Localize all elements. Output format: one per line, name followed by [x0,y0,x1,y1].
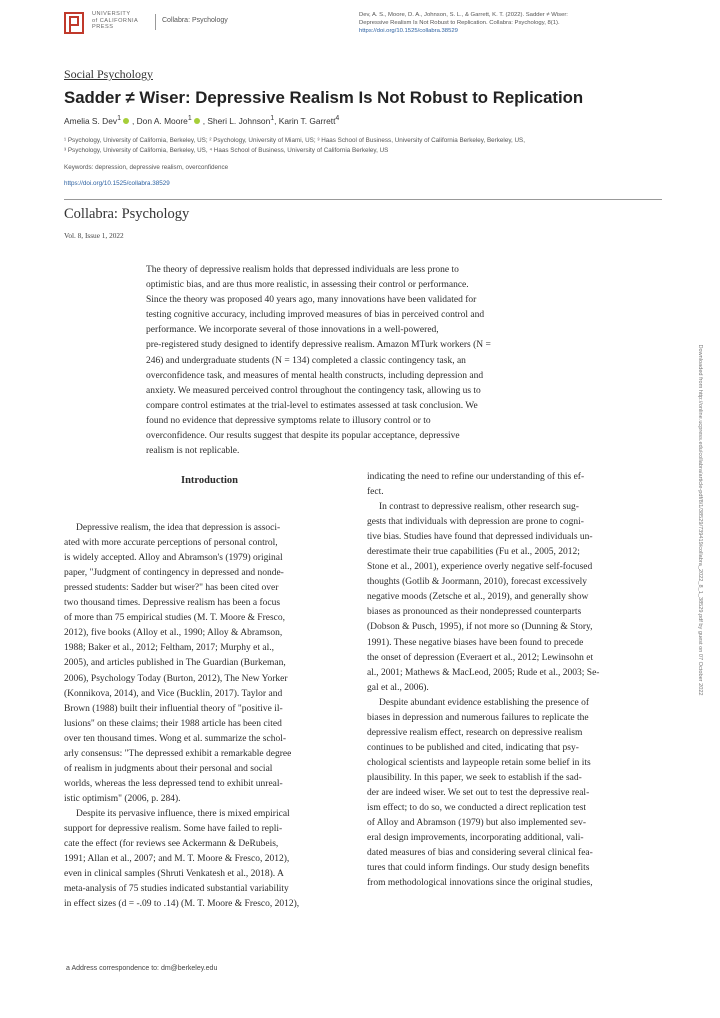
wordmark-line: of CALIFORNIA [92,17,139,24]
author-list: Amelia S. Dev$^1$ , Don A. Moore$^1$ , Sheri L. Johnson$^1$, Karin T. Garrett$^4$ [64,115,340,126]
text-line: 1991). These negative biases have been found to precede [367,637,584,648]
header-divider [155,14,156,30]
text-line: (Dobson & Pusch, 1995), if not more so (Dunning & Story, [367,622,593,633]
text-line: al., 2001; Mathews & MacLeod, 2005; Rude et al., 2003; Se- [367,667,600,678]
text-line: (Konnikova, 2014), and Vice (Bucklin, 2017). Taylor and [64,688,283,699]
text-line: 2012), five books (Alloy et al., 1990; Alloy & Abramson, [64,628,283,639]
text-line: is widely accepted. Alloy and Abramson's (1979) original [64,553,283,564]
text-line: biases in depression and numerous failures to replicate the [367,712,589,723]
text-line: Since the theory was proposed 40 years ago, many innovations have been validated for [146,295,477,306]
body-column-right [367,470,661,891]
doi-link[interactable]: https://doi.org/10.1525/collabra.38529 [64,180,170,187]
keywords: Keywords: depression, depressive realism, overconfidence [64,164,229,171]
text-line: Brown (1988) built their influential theory of "positive il- [64,703,283,714]
text-line: derestimate their true capabilities (Fu et al., 2005, 2012; [367,547,580,558]
text-line: pre-registered study designed to identify depressive realism. Amazon MTurk workers (N = [146,340,491,351]
journal-name: Collabra: Psychology [64,206,190,222]
text-line: Depressive realism, the idea that depression is associ- [76,523,281,534]
volume-info: Vol. 8, Issue 1, 2022 [64,231,124,240]
text-line: 1988; Baker et al., 2012; Feltham, 2017; Murphy et al., [64,643,275,654]
author-name[interactable]: Sheri L. Johnson [207,115,271,126]
text-line: overconfidence. Our results suggest that despite its popular acceptance, depressive [146,431,460,442]
download-side-note [697,344,710,696]
author-sup: 1 [270,115,275,122]
text-line: tive bias. Studies have found that depressed individuals un- [367,532,593,543]
text-line: 246) and undergraduate students (N = 134) completed a classic contingency task, an [146,355,466,366]
text-line: chological scientists and laypeople retain some belief in its [367,757,591,768]
text-line: gests that individuals with depression are prone to cogni- [367,517,584,528]
text-line: of realism in judgments about their personal and social [64,763,273,774]
text-line: indicating the need to refine our understanding of this ef- [367,472,585,482]
text-line: support for depressive realism. Some have failed to repli- [64,823,283,834]
text-line: two thousand times. Depressive realism has been a focus [64,598,281,609]
text-line: testing cognitive accuracy, including improved measures of bias in perceived control and [146,310,485,321]
text-line: meta-analysis of 75 studies indicated substantial variability [64,884,289,895]
text-line: in effect sizes (d = -.09 to .14) (M. T. Moore & Fresco, 2012), [64,899,300,910]
affiliation-line: ³ Psychology, University of California, Berkeley, US, ⁴ Haas School of Business, University of California Berkeley, US [64,146,389,154]
text-line: paper, "Judgment of contingency in depressed and nonde- [64,568,284,579]
text-line: 2005), and articles published in The Guardian (Burkeman, [64,658,286,669]
citation-doi-link[interactable]: https://doi.org/10.1525/collabra.38529 [359,28,458,35]
text-line: 2006), Psychology Today (Burton, 2012), The New Yorker [64,673,288,684]
author-name[interactable]: Karin T. Garrett [278,115,336,126]
header-rule [64,199,662,200]
text-line: continues to be published and cited, indicating that psy- [367,742,579,753]
affiliation-line: ¹ Psychology, University of California, Berkeley, US; ² Psychology, University of Miami, US; ³ Haas School of Business, University of California Berkeley, Berkeley, US, [64,137,525,144]
text-line: 1991; Allan et al., 2007; and M. T. Moore & Fresco, 2012), [64,854,290,865]
text-line: ated with more accurate perceptions of personal control, [64,538,278,549]
text-line: the onset of depression (Everaert et al., 2012; Lewinsohn et [367,652,594,663]
text-line: lusions" on these claims; their 1988 article has been cited [64,718,282,729]
affiliations [64,136,684,155]
text-line: arly consensus: "The depressed exhibit a remarkable degree [64,748,292,759]
author-name[interactable]: Don A. Moore [136,115,188,126]
text-line: thoughts (Gotlib & Joormann, 2010), forecast excessively [367,577,588,588]
wordmark-line: PRESS [92,24,114,31]
text-line: plausibility. In this paper, we seek to establish if the sad- [367,772,582,783]
wordmark-line: UNIVERSITY [92,11,131,17]
body-column-left [64,473,355,912]
text-line: optimistic bias, and are thus more realistic, in assessing their control or performance. [146,280,469,291]
text-line: In contrast to depressive realism, other research sug- [379,502,579,513]
text-line: eral design improvements, incorporating additional, vali- [367,833,584,844]
text-line: depressive realism effect, research on depressive realism [367,727,583,738]
text-line: overconfidence task, and measures of mental health constructs, including depression and [146,370,484,381]
text-line: Stone et al., 2001), experience overly negative self-focused [367,562,593,573]
author-sup: 1 [117,115,121,122]
orcid-icon[interactable] [194,118,200,124]
text-line: gal et al., 2006). [367,682,429,693]
text-line: found no evidence that depressive symptoms relate to illusory control or to [146,415,431,426]
article-title: Sadder ≠ Wiser: Depressive Realism Is Not Robust to Replication [64,88,584,107]
text-line: biases as pronounced as their nondepressed counterparts [367,607,582,618]
text-line: pressed students: Sadder but wiser?" has been cited over [64,583,279,594]
text-line: tures that could inform findings. Our study design benefits [367,863,590,874]
ucpress-logo-icon [64,12,84,34]
author-sup: 1 [187,115,192,122]
text-line: ism effect; to do so, we conducted a direct replication test [367,803,587,814]
author-sup: 4 [335,115,340,122]
text-line: cate the effect (for reviews see Ackermann & DeRubeis, [64,839,279,850]
text-line: worlds, whereas the less depressed tend to exhibit unreal- [64,778,283,789]
text-line: from methodological innovations since the original studies, [367,878,593,889]
text-line: dated measures of bias and considering several clinical fea- [367,848,593,859]
text-line: fect. [367,487,384,498]
text-line: istic optimism" (2006, p. 284). [64,793,181,804]
text-line: even in clinical samples (Shruti Venkatesh et al., 2018). A [64,869,284,880]
text-line: performance. We incorporate several of those innovations in a well-powered, [146,325,439,336]
header-journal-name: Collabra: Psychology [162,17,228,24]
text-line: realism is not replicable. [146,446,240,457]
author-name[interactable]: Amelia S. Dev [64,115,118,126]
text-line [64,506,355,521]
side-note-text: Downloaded from http://online.ucpress.edu/collabra/article-pdf/8/1/38529/739419/collabra_2022_8_1_38529.pdf by guest on 07 October 2022 [697,344,703,696]
text-line: anxiety. We measured perceived control throughout the contingency task, allowing us to [146,385,481,396]
citation-block [359,11,659,36]
citation-line: Depressive Realism Is Not Robust to Replication. Collabra: Psychology, 8(1). [359,20,560,27]
orcid-icon[interactable] [123,118,129,124]
text-line: of Alloy and Abramson (1979) but also implemented sev- [367,818,586,829]
citation-line: Dev, A. S., Moore, D. A., Johnson, S. L., & Garrett, K. T. (2022). Sadder ≠ Wiser: [359,12,568,18]
text-line: Despite its pervasive influence, there is mixed empirical [76,808,290,819]
section-label[interactable]: Social Psychology [64,67,153,81]
university-press-wordmark [92,11,138,31]
introduction-heading: Introduction [181,475,238,486]
text-line: compare control estimates at the trial-level to estimates assessed at task conclusion. We [146,400,478,411]
abstract [146,263,576,459]
text-line: der are indeed wiser. We set out to test the depressive real- [367,787,590,798]
text-line: The theory of depressive realism holds that depressed individuals are less prone to [146,265,459,275]
text-line: negative moods (Zetsche et al., 2019), and generally show [367,592,589,603]
text-line: of more than 75 empirical studies (M. T. Moore & Fresco, [64,613,286,624]
text-line: Despite abundant evidence establishing the presence of [379,697,589,708]
text-line: over ten thousand times. Wong et al. summarize the schol- [64,733,286,744]
footnote: a Address correspondence to: dm@berkeley.edu [66,965,218,972]
